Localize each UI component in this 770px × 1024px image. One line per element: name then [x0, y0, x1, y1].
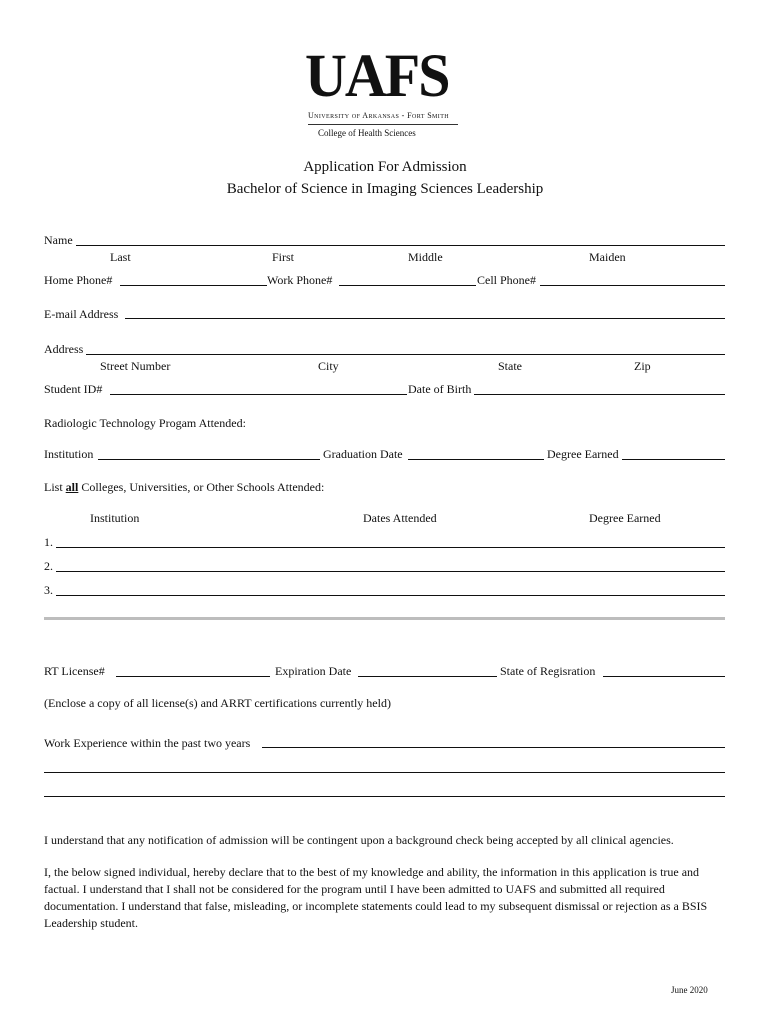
name-sub-maiden: Maiden: [589, 250, 626, 264]
email-field[interactable]: [125, 318, 725, 319]
address-sub-street: Street Number: [100, 359, 171, 373]
uafs-logo-wordmark: UAFS: [305, 41, 449, 110]
state-registration-field[interactable]: [603, 676, 725, 677]
school-row-1-number: 1.: [44, 535, 53, 549]
license-note: (Enclose a copy of all license(s) and ARRT certifications currently held): [44, 696, 391, 710]
cell-phone-field[interactable]: [540, 285, 725, 286]
state-registration-label: State of Regisration: [500, 664, 596, 678]
work-phone-label: Work Phone#: [267, 273, 333, 287]
school-row-1-field[interactable]: [56, 547, 725, 548]
footer-date: June 2020: [671, 985, 708, 995]
address-label: Address: [44, 342, 84, 356]
schools-heading: List all Colleges, Universities, or Other Schools Attended:: [44, 480, 325, 494]
cell-phone-label: Cell Phone#: [477, 273, 536, 287]
name-field[interactable]: [76, 245, 725, 246]
address-sub-zip: Zip: [634, 359, 651, 373]
work-phone-field[interactable]: [339, 285, 476, 286]
rt-grad-date-label: Graduation Date: [323, 447, 403, 461]
expiration-date-field[interactable]: [358, 676, 497, 677]
home-phone-field[interactable]: [120, 285, 267, 286]
schools-col-institution: Institution: [90, 511, 140, 525]
address-field[interactable]: [86, 354, 725, 355]
student-id-label: Student ID#: [44, 382, 103, 396]
home-phone-label: Home Phone#: [44, 273, 113, 287]
background-check-statement: I understand that any notification of admission will be contingent upon a background check being accepted by all clinical agencies.: [44, 833, 674, 847]
school-row-2-number: 2.: [44, 559, 53, 573]
rt-institution-label: Institution: [44, 447, 94, 461]
logo-university-name: University of Arkansas - Fort Smith: [308, 111, 449, 120]
address-sub-city: City: [318, 359, 339, 373]
name-sub-last: Last: [110, 250, 131, 264]
work-experience-field-3[interactable]: [44, 796, 725, 797]
schools-col-degree: Degree Earned: [589, 511, 661, 525]
schools-col-dates: Dates Attended: [363, 511, 437, 525]
rt-degree-field[interactable]: [622, 459, 725, 460]
rt-license-label: RT License#: [44, 664, 105, 678]
rt-degree-label: Degree Earned: [547, 447, 619, 461]
work-experience-field-2[interactable]: [44, 772, 725, 773]
work-experience-field-1[interactable]: [262, 747, 725, 748]
rt-grad-date-field[interactable]: [408, 459, 544, 460]
dob-field[interactable]: [474, 394, 725, 395]
form-subtitle: Bachelor of Science in Imaging Sciences Leadership: [226, 181, 544, 197]
logo-divider: [308, 124, 458, 125]
dob-label: Date of Birth: [408, 382, 472, 396]
name-sub-first: First: [272, 250, 295, 264]
rt-license-field[interactable]: [116, 676, 270, 677]
expiration-date-label: Expiration Date: [275, 664, 352, 678]
form-title: Application For Admission: [303, 159, 467, 175]
work-experience-label: Work Experience within the past two years: [44, 736, 251, 750]
address-sub-state: State: [498, 359, 522, 373]
section-separator: [44, 617, 725, 620]
declaration-statement: I, the below signed individual, hereby declare that to the best of my knowledge and ability, the information in this application is true and factual. I understand that I shall not be considered for the program until I have been admitted to UAFS and submitted all required documentation. I understand that false, misleading, or incomplete statements could lead to my subsequent dismissal or rejection as a BSIS Leadership student.: [44, 865, 708, 930]
school-row-3-field[interactable]: [56, 595, 725, 596]
name-sub-middle: Middle: [408, 250, 443, 264]
email-label: E-mail Address: [44, 307, 119, 321]
student-id-field[interactable]: [110, 394, 407, 395]
school-row-2-field[interactable]: [56, 571, 725, 572]
name-label: Name: [44, 233, 73, 247]
school-row-3-number: 3.: [44, 583, 53, 597]
rt-program-heading: Radiologic Technology Progam Attended:: [44, 416, 246, 430]
rt-institution-field[interactable]: [98, 459, 320, 460]
logo-college-name: College of Health Sciences: [318, 128, 416, 138]
